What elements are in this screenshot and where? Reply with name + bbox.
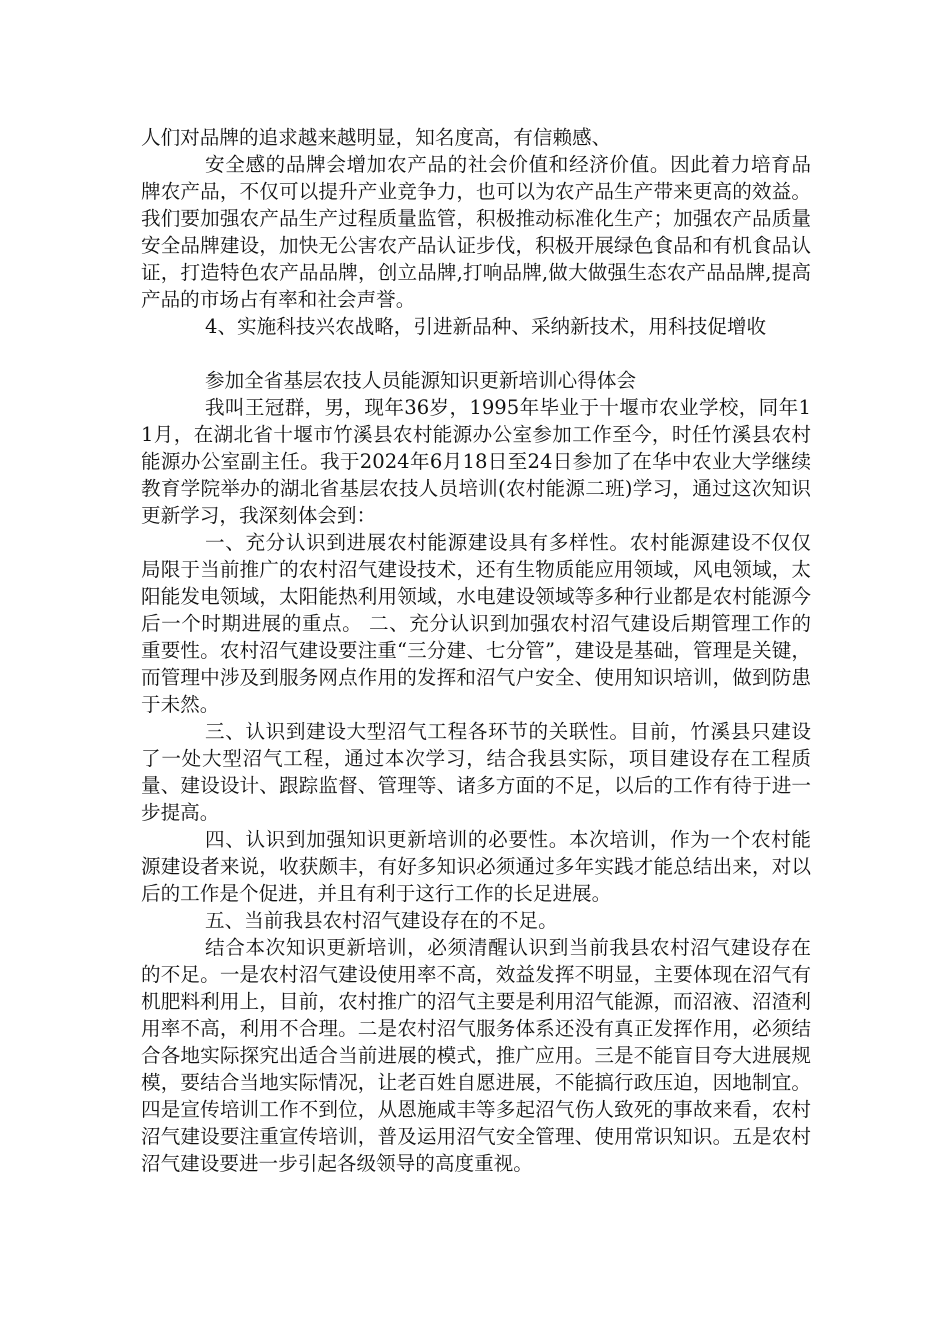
document-page (141, 124, 811, 1177)
paragraph: 五、当前我县农村沼气建设存在的不足。 (205, 909, 558, 932)
paragraph: 我叫王冠群，男，现年36岁，1995年毕业于十堰市农业学校，同年11月，在湖北省十堰市竹溪县农村能源办公室参加工作至今，时任竹溪县农村能源办公室副主任。我于2024年6月18日至24日参加了在华中农业大学继续教育学院举办的湖北省基层农技人员培训(农村能源二班)学习，通过这次知识更新学习，我深刻体会到： (141, 396, 811, 527)
paragraph: 一、充分认识到进展农村能源建设具有多样性。农村能源建设不仅仅局限于当前推广的农村沼气建设技术，还有生物质能应用领域，风电领域，太阳能发电领域，太阳能热利用领域，水电建设领域等多种行业都是农村能源今后一个时期进展的重点。 二、充分认识到加强农村沼气建设后期管理工作的重要性。农村沼气建设要注重“三分建、七分管”，建设是基础，管理是关键，而管理中涉及到服务网点作用的发挥和沼气户安全、使用知识培训，做到防患于未然。 (141, 531, 811, 716)
paragraph: 三、认识到建设大型沼气工程各环节的关联性。目前，竹溪县只建设了一处大型沼气工程，通过本次学习，结合我县实际，项目建设存在工程质量、建设设计、跟踪监督、管理等、诸多方面的不足，以后的工作有待于进一步提高。 (141, 720, 811, 824)
paragraph: 人们对品牌的追求越来越明显，知名度高，有信赖感、 (141, 126, 612, 149)
paragraph: 4、实施科技兴农战略，引进新品种、采纳新技术，用科技促增收 (205, 315, 767, 338)
paragraph: 结合本次知识更新培训，必须清醒认识到当前我县农村沼气建设存在的不足。一是农村沼气建设使用率不高，效益发挥不明显，主要体现在沼气有机肥料利用上，目前，农村推广的沼气主要是利用沼气能源，而沼液、沼渣利用率不高，利用不合理。二是农村沼气服务体系还没有真正发挥作用，必须结合各地实际探究出适合当前进展的模式，推广应用。三是不能盲目夸大进展规模，要结合当地实际情况，让老百姓自愿进展，不能搞行政压迫，因地制宜。四是宣传培训工作不到位，从恩施咸丰等多起沼气伤人致死的事故来看，农村沼气建设要注重宣传培训，普及运用沼气安全管理、使用常识知识。五是农村沼气建设要进一步引起各级领导的高度重视。 (141, 936, 811, 1175)
paragraph: 安全感的品牌会增加农产品的社会价值和经济价值。因此着力培育品牌农产品，不仅可以提升产业竞争力，也可以为农产品生产带来更高的效益。我们要加强农产品生产过程质量监管，积极推动标准化生产；加强农产品质量安全品牌建设，加快无公害农产品认证步伐，积极开展绿色食品和有机食品认证，打造特色农产品品牌，创立品牌,打响品牌,做大做强生态农产品品牌,提高产品的市场占有率和社会声誉。 (141, 153, 811, 311)
blank-line (141, 340, 811, 367)
document-title: 参加全省基层农技人员能源知识更新培训心得体会 (205, 369, 637, 392)
paragraph: 四、认识到加强知识更新培训的必要性。本次培训，作为一个农村能源建设者来说，收获颇丰，有好多知识必须通过多年实践才能总结出来，对以后的工作是个促进，并且有利于这行工作的长足进展。 (141, 828, 811, 905)
